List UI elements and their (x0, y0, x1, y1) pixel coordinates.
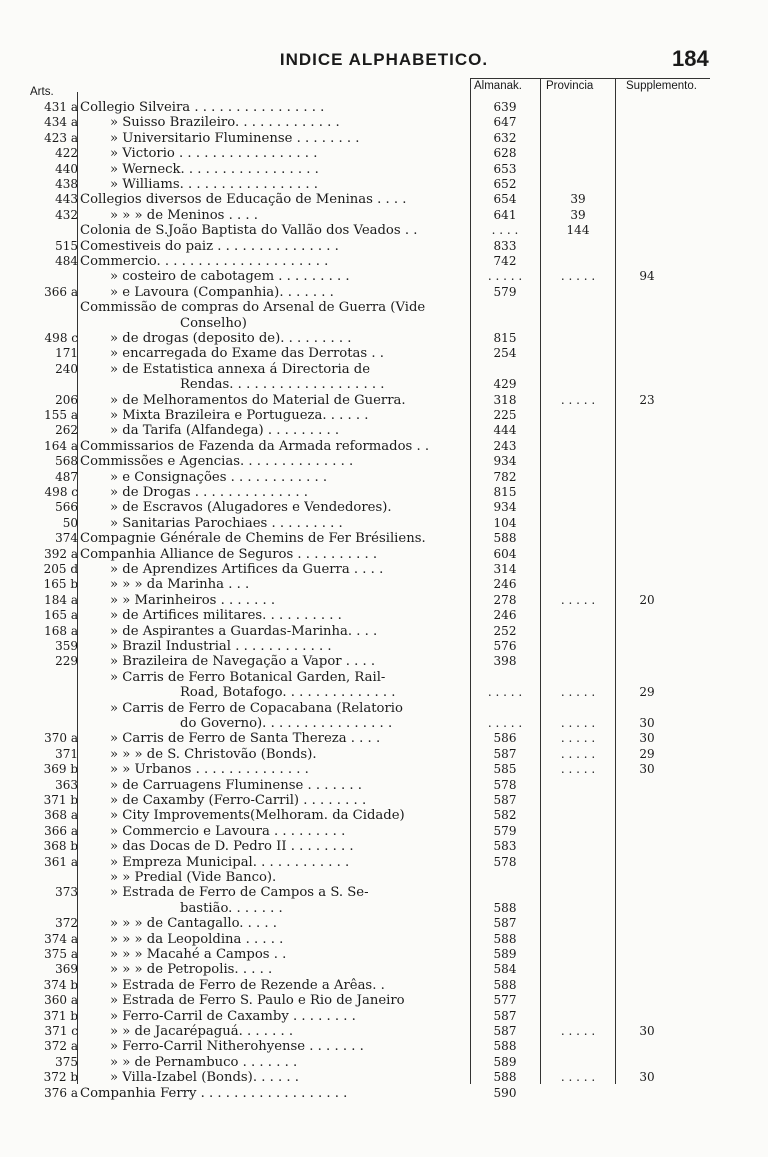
index-row (0, 916, 768, 931)
almanak-page: 278 (493, 592, 517, 607)
entry-name: Colonia de S.João Baptista do Vallão dos Veados . . (80, 223, 418, 239)
provincia-page: . . . . . (560, 392, 596, 407)
article-number: 371 b (43, 793, 78, 807)
index-row (0, 624, 768, 639)
almanak-page: 639 (493, 100, 517, 114)
index-row (0, 269, 768, 284)
almanak-page: . . . . . (487, 269, 523, 284)
index-row (0, 362, 768, 377)
almanak-page: 582 (493, 808, 517, 823)
entry-name: » » » Macahé a Campos . . (110, 947, 287, 962)
article-number: 487 (55, 469, 78, 484)
provincia-page: 39 (570, 207, 586, 222)
entry-name: » » » da Marinha . . . (110, 577, 250, 593)
article-number: 165 b (43, 577, 78, 592)
almanak-page: 314 (493, 562, 517, 576)
index-row (0, 192, 768, 207)
index-row (0, 1070, 768, 1085)
index-row (0, 346, 768, 361)
entry-name: Collegio Silveira . . . . . . . . . . . . . . . . (80, 100, 325, 115)
almanak-page: 934 (493, 454, 517, 469)
index-row (0, 516, 768, 531)
entry-name: do Governo). . . . . . . . . . . . . . . . (180, 716, 393, 731)
index-row (0, 408, 768, 423)
entry-name: Commissões e Agencias. . . . . . . . . . . . . . (80, 454, 354, 470)
article-number: 422 (55, 146, 78, 161)
index-row (0, 747, 768, 762)
index-row (0, 962, 768, 977)
entry-name: » Estrada de Ferro de Campos a S. Se- (110, 885, 369, 901)
column-header-arts: Arts. (30, 86, 54, 98)
provincia-page: 144 (566, 223, 590, 238)
index-row (0, 731, 768, 746)
almanak-page: 398 (493, 654, 517, 669)
entry-name: » City Improvements(Melhoram. da Cidade) (110, 808, 405, 824)
article-number: 50 (62, 515, 78, 530)
almanak-page: 588 (493, 977, 517, 992)
article-number: 184 a (44, 592, 78, 607)
index-row (0, 1009, 768, 1024)
almanak-page: 587 (493, 793, 517, 807)
article-number: 568 (55, 454, 78, 469)
almanak-page: 588 (493, 900, 517, 915)
index-row (0, 593, 768, 608)
article-number: 168 a (44, 623, 78, 638)
entry-name: » » Predial (Vide Banco). (110, 870, 277, 885)
almanak-page: 587 (493, 746, 517, 761)
index-row (0, 115, 768, 130)
almanak-page: 742 (493, 254, 517, 268)
almanak-page: 585 (493, 762, 517, 777)
index-row (0, 685, 768, 700)
provincia-page: . . . . . (560, 1024, 596, 1038)
article-number: 374 a (44, 931, 78, 946)
index-row (0, 254, 768, 269)
article-number: 206 (55, 392, 78, 407)
index-row (0, 500, 768, 515)
almanak-page: 647 (493, 115, 517, 130)
almanak-page: 604 (493, 546, 517, 561)
index-row (0, 993, 768, 1008)
almanak-page: 225 (493, 408, 517, 422)
entry-name: » e Consignações . . . . . . . . . . . . (110, 469, 328, 485)
rule-header (470, 78, 710, 79)
index-row (0, 239, 768, 254)
entry-name: Collegios diversos de Educação de Meninas . . . . (80, 192, 407, 208)
entry-name: Commercio. . . . . . . . . . . . . . . . . . . . . (80, 254, 329, 269)
almanak-page: 588 (493, 531, 517, 546)
almanak-page: 782 (493, 469, 517, 484)
almanak-page: 583 (493, 839, 517, 854)
index-row (0, 901, 768, 916)
index-row (0, 285, 768, 300)
almanak-page: 815 (493, 485, 517, 499)
index-row (0, 131, 768, 146)
article-number: 440 (55, 161, 78, 176)
article-number: 262 (55, 423, 78, 438)
entry-name: » Brazileira de Navegação a Vapor . . . . (110, 654, 376, 670)
article-number: 363 (55, 777, 78, 792)
index-row (0, 654, 768, 669)
article-number: 171 (55, 346, 78, 361)
article-number: 229 (55, 654, 78, 669)
article-number: 371 (55, 746, 78, 761)
entry-name: » e Lavoura (Companhia). . . . . . . (110, 284, 334, 300)
index-row (0, 839, 768, 854)
index-row (0, 885, 768, 900)
entry-name: » Mixta Brazileira e Portugueza. . . . . . (110, 408, 369, 423)
almanak-page: 588 (493, 1070, 517, 1085)
index-row (0, 793, 768, 808)
entry-name: Companhia Alliance de Seguros . . . . . . . . . . (80, 546, 378, 562)
index-row (0, 947, 768, 962)
entry-name: » das Docas de D. Pedro II . . . . . . . . (110, 839, 354, 855)
entry-name: » Carris de Ferro Botanical Garden, Rail- (110, 669, 386, 685)
entry-name: » Estrada de Ferro de Rezende a Arêas. . (110, 977, 385, 993)
almanak-page: 576 (493, 639, 517, 653)
index-row (0, 824, 768, 839)
entry-name: » de drogas (deposito de). . . . . . . . . (110, 331, 352, 346)
article-number: 368 b (43, 839, 78, 854)
article-number: 366 a (44, 823, 78, 838)
column-header-supplemento: Supplemento. (626, 80, 697, 92)
entry-name: » encarregada do Exame das Derrotas . . (110, 346, 384, 362)
entry-name: » » de Pernambuco . . . . . . . (110, 1054, 298, 1070)
almanak-page: 815 (493, 331, 517, 345)
provincia-page: . . . . . (560, 762, 596, 777)
entry-name: Road, Botafogo. . . . . . . . . . . . . . (180, 685, 396, 701)
almanak-page: 632 (493, 130, 517, 145)
supplemento-page: 20 (639, 592, 655, 607)
entry-name: » Williams. . . . . . . . . . . . . . . . . (110, 177, 318, 192)
entry-name: » » » de S. Christovão (Bonds). (110, 746, 317, 762)
index-row (0, 1055, 768, 1070)
article-number: 165 a (44, 608, 78, 623)
article-number: 369 b (43, 762, 78, 777)
index-row (0, 470, 768, 485)
provincia-page: . . . . . (560, 731, 596, 746)
article-number: 423 a (44, 130, 78, 145)
article-number: 240 (55, 361, 78, 376)
almanak-page: 588 (493, 1039, 517, 1054)
page-title: INDICE ALPHABETICO. (279, 50, 489, 69)
entry-name: » Empreza Municipal. . . . . . . . . . . . (110, 854, 350, 870)
almanak-page: 246 (493, 608, 517, 623)
almanak-page: 584 (493, 962, 517, 977)
article-number: 374 b (43, 977, 78, 992)
almanak-page: 588 (493, 931, 517, 946)
index-row (0, 778, 768, 793)
index-row (0, 146, 768, 161)
entry-name: » de Drogas . . . . . . . . . . . . . . (110, 485, 308, 500)
almanak-page: 243 (493, 438, 517, 453)
supplemento-page: 29 (639, 685, 655, 700)
article-number: 392 a (44, 546, 78, 561)
entry-name: Comestiveis do paiz . . . . . . . . . . . . . . . (80, 238, 339, 254)
article-number: 515 (55, 238, 78, 253)
article-number: 369 (55, 962, 78, 977)
index-row (0, 223, 768, 238)
article-number: 375 a (44, 947, 78, 961)
supplemento-page: 29 (639, 746, 655, 761)
index-row (0, 316, 768, 331)
entry-name: » » » de Cantagallo. . . . . (110, 916, 278, 932)
entry-name: » de Melhoramentos do Material de Guerra. (110, 392, 406, 408)
index-row (0, 454, 768, 469)
index-row (0, 531, 768, 546)
almanak-page: 589 (493, 1054, 517, 1069)
index-row (0, 393, 768, 408)
almanak-page: 833 (493, 238, 517, 253)
article-number: 498 c (44, 331, 78, 345)
index-row (0, 870, 768, 885)
entry-name: » Universitario Fluminense . . . . . . . . (110, 130, 360, 146)
article-number: 155 a (44, 408, 78, 422)
article-number: 372 (55, 916, 78, 931)
article-number: 372 b (43, 1070, 78, 1085)
provincia-page: 39 (570, 192, 586, 207)
index-row (0, 547, 768, 562)
almanak-page: 578 (493, 854, 517, 869)
index-row (0, 331, 768, 346)
entry-name: Rendas. . . . . . . . . . . . . . . . . . . (180, 377, 385, 393)
entry-name: » Ferro-Carril de Caxamby . . . . . . . . (110, 1008, 356, 1024)
supplemento-page: 30 (639, 762, 655, 777)
article-number: 374 (55, 531, 78, 546)
entry-name: » da Tarifa (Alfandega) . . . . . . . . . (110, 423, 340, 439)
supplemento-page: 30 (639, 1024, 655, 1038)
index-row (0, 716, 768, 731)
index-row (0, 208, 768, 223)
index-row (0, 932, 768, 947)
entry-name: » Brazil Industrial . . . . . . . . . . . . (110, 639, 332, 654)
almanak-page: 934 (493, 500, 517, 515)
article-number: 366 a (44, 284, 78, 299)
entry-name: Companhia Ferry . . . . . . . . . . . . . . . . . . (80, 1085, 348, 1101)
entry-name: » de Artifices militares. . . . . . . . . . (110, 608, 342, 624)
entry-name: » de Aprendizes Artifices da Guerra . . . . (110, 562, 384, 577)
almanak-page: 579 (493, 823, 517, 838)
index-row (0, 1024, 768, 1039)
almanak-page: 628 (493, 146, 517, 161)
supplemento-page: 30 (639, 731, 655, 746)
almanak-page: 578 (493, 777, 517, 792)
article-number: 360 a (44, 993, 78, 1008)
index-row (0, 377, 768, 392)
entry-name: » » » de Meninos . . . . (110, 207, 258, 223)
article-number: 372 a (44, 1039, 78, 1054)
index-row (0, 485, 768, 500)
provincia-page: . . . . . (560, 685, 596, 700)
entry-name: Conselho) (180, 315, 247, 331)
entry-name: » Estrada de Ferro S. Paulo e Rio de Janeiro (110, 993, 405, 1009)
column-header-provincia: Provincia (546, 80, 594, 92)
almanak-page: . . . . . (487, 716, 523, 730)
entry-name: Commissão de compras do Arsenal de Guerra (Vide (80, 300, 426, 316)
article-number: 375 (55, 1054, 78, 1069)
article-number: 370 a (44, 731, 78, 746)
article-number: 361 a (44, 854, 78, 869)
index-row (0, 177, 768, 192)
index-row (0, 762, 768, 777)
entry-name: » » » da Leopoldina . . . . . (110, 931, 284, 947)
almanak-page: 104 (493, 515, 517, 530)
article-number: 371 b (43, 1008, 78, 1023)
entry-name: » de Estatistica annexa á Directoria de (110, 361, 371, 377)
article-number: 431 a (44, 100, 78, 114)
provincia-page: . . . . . (560, 1070, 596, 1085)
article-number: 376 a (44, 1085, 78, 1100)
column-header-almanak: Almanak. (474, 80, 522, 92)
index-row (0, 670, 768, 685)
entry-name: » Commercio e Lavoura . . . . . . . . . (110, 823, 346, 839)
entry-name: » de Caxamby (Ferro-Carril) . . . . . . . . (110, 793, 367, 808)
entry-name: » Ferro-Carril Nitherohyense . . . . . . . (110, 1039, 364, 1055)
entry-name: Commissarios de Fazenda da Armada reformados . . (80, 438, 430, 454)
article-number: 438 (55, 177, 78, 191)
provincia-page: . . . . . (560, 592, 596, 607)
entry-name: » Werneck. . . . . . . . . . . . . . . . . (110, 161, 319, 177)
article-number: 164 a (44, 438, 78, 453)
index-row (0, 423, 768, 438)
entry-name: » » Marinheiros . . . . . . . (110, 592, 276, 608)
provincia-page: . . . . . (560, 746, 596, 761)
almanak-page: 444 (493, 423, 517, 438)
index-row (0, 300, 768, 315)
almanak-page: . . . . . (487, 685, 523, 700)
index-row (0, 562, 768, 577)
almanak-page: 654 (493, 192, 517, 207)
article-number: 484 (55, 254, 78, 268)
almanak-page: 587 (493, 1024, 517, 1038)
almanak-page: 587 (493, 1008, 517, 1023)
index-row (0, 978, 768, 993)
index-row (0, 1039, 768, 1054)
article-number: 443 (55, 192, 78, 207)
article-number: 359 (55, 639, 78, 653)
entry-name: » Sanitarias Parochiaes . . . . . . . . . (110, 515, 343, 531)
index-row (0, 855, 768, 870)
article-number: 368 a (44, 808, 78, 823)
almanak-page: 246 (493, 577, 517, 592)
entry-name: » de Carruagens Fluminense . . . . . . . (110, 777, 362, 793)
entry-name: Compagnie Générale de Chemins de Fer Brésiliens. (80, 531, 426, 547)
almanak-page: 254 (493, 346, 517, 361)
almanak-page: 590 (493, 1085, 517, 1100)
article-number: 566 (55, 500, 78, 515)
index-row (0, 100, 768, 115)
almanak-page: 252 (493, 623, 517, 638)
almanak-page: 318 (493, 392, 517, 407)
almanak-page: . . . . (491, 223, 519, 238)
article-number: 205 d (43, 562, 78, 576)
entry-name: » de Escravos (Alugadores e Vendedores). (110, 500, 392, 516)
entry-name: bastião. . . . . . . (180, 900, 283, 916)
almanak-page: 429 (493, 377, 517, 392)
almanak-page: 641 (493, 207, 517, 222)
article-number: 432 (55, 207, 78, 222)
almanak-page: 579 (493, 284, 517, 299)
page-number: 184 (672, 46, 709, 71)
index-row (0, 439, 768, 454)
entry-name: » costeiro de cabotagem . . . . . . . . . (110, 269, 350, 285)
almanak-page: 653 (493, 161, 517, 176)
entry-name: » » de Jacarépaguá. . . . . . . (110, 1024, 294, 1039)
entry-name: » » Urbanos . . . . . . . . . . . . . . (110, 762, 309, 778)
index-row (0, 577, 768, 592)
index-row (0, 808, 768, 823)
entry-name: » Carris de Ferro de Santa Thereza . . . . (110, 731, 381, 747)
entry-name: » de Aspirantes a Guardas-Marinha. . . . (110, 623, 378, 639)
almanak-page: 577 (493, 993, 517, 1008)
article-number: 371 c (44, 1024, 78, 1038)
article-number: 434 a (44, 115, 78, 130)
index-row (0, 162, 768, 177)
article-number: 373 (55, 885, 78, 900)
index-row (0, 701, 768, 716)
entry-name: » Carris de Ferro de Copacabana (Relatorio (110, 700, 403, 716)
almanak-page: 586 (493, 731, 517, 746)
entry-name: » Suisso Brazileiro. . . . . . . . . . . . . (110, 115, 340, 131)
almanak-page: 587 (493, 916, 517, 931)
almanak-page: 589 (493, 947, 517, 961)
entry-name: » Victorio . . . . . . . . . . . . . . . . . (110, 146, 318, 162)
provincia-page: . . . . . (560, 269, 596, 284)
almanak-page: 652 (493, 177, 517, 191)
provincia-page: . . . . . (560, 716, 596, 730)
supplemento-page: 23 (639, 392, 655, 407)
entry-name: » Villa-Izabel (Bonds). . . . . . (110, 1070, 299, 1086)
index-row (0, 639, 768, 654)
supplemento-page: 94 (639, 269, 655, 284)
entry-name: » » » de Petropolis. . . . . (110, 962, 273, 978)
supplemento-page: 30 (639, 716, 655, 730)
index-row (0, 1086, 768, 1101)
supplemento-page: 30 (639, 1070, 655, 1085)
article-number: 498 c (44, 485, 78, 499)
index-row (0, 608, 768, 623)
